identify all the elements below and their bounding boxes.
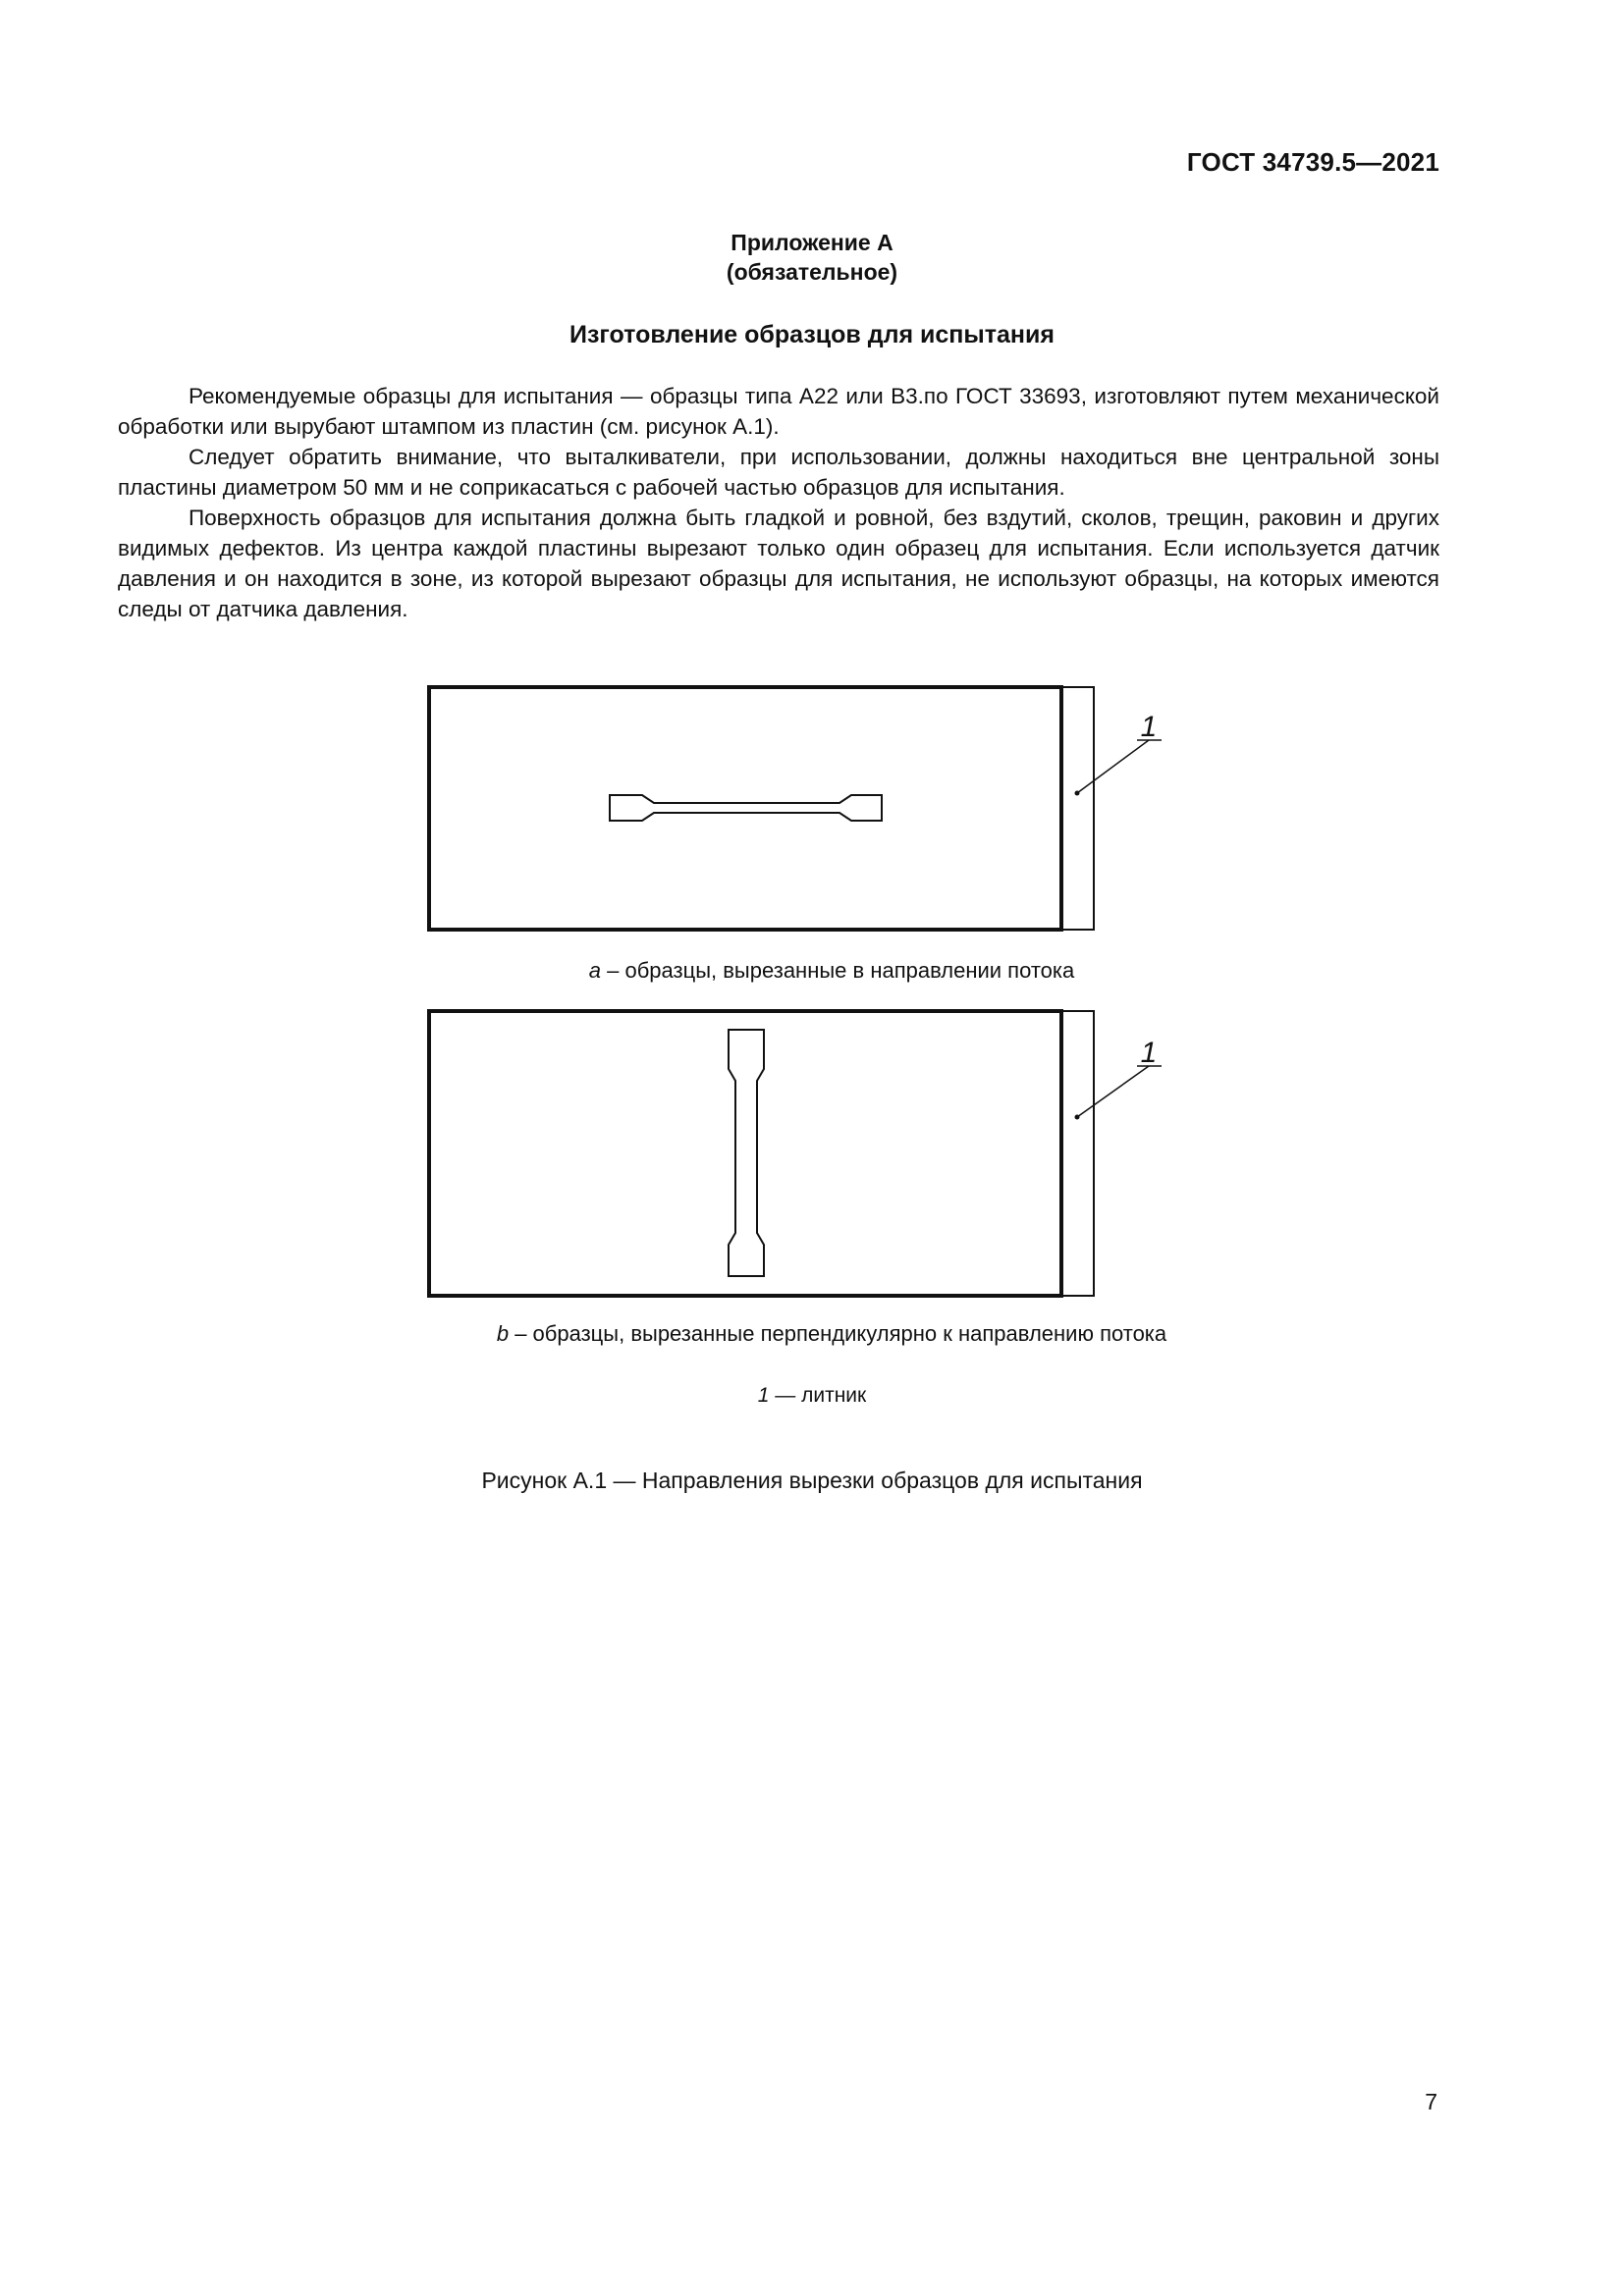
- leader-line-b: [1077, 1066, 1149, 1117]
- caption-a-text: – образцы, вырезанные в направлении потока: [601, 958, 1075, 983]
- paragraph: Следует обратить внимание, что выталкиватели, при использовании, должны находиться вне центральной зоны пластины диаметром 50 мм и не соприкасаться с рабочей частью образцов для испытания.: [118, 445, 1439, 500]
- key-text: — литник: [769, 1384, 867, 1407]
- paragraph: Рекомендуемые образцы для испытания — образцы типа А22 или В3.по ГОСТ 33693, изготовляют путем механической обработки или вырубают штампом из пластин (см. рисунок А.1).: [118, 384, 1439, 439]
- specimen-b: [729, 1030, 764, 1276]
- annex-status: (обязательное): [726, 259, 898, 285]
- caption-b-letter: b: [496, 1321, 510, 1346]
- leader-dot-b: [1075, 1115, 1080, 1120]
- caption-a-letter: a: [588, 958, 601, 983]
- annex-title: Приложение А: [731, 230, 893, 255]
- caption-b-text: – образцы, вырезанные перпендикулярно к направлению потока: [509, 1321, 1167, 1346]
- panel-a-drawing: [429, 687, 1162, 930]
- page-number: 7: [1425, 2089, 1437, 2114]
- section-title: Изготовление образцов для испытания: [569, 321, 1055, 348]
- callout-label-a: 1: [1140, 711, 1158, 743]
- leader-dot-a: [1075, 791, 1080, 796]
- paragraph: Поверхность образцов для испытания должна быть гладкой и ровной, без вздутий, сколов, трещин, раковин и других видимых дефектов. Из центра каждой пластины вырезают только один образец для испытания. Если используется датчик давления и он находится в зоне, из которой вырезают образцы для испытания, не используют образцы, на которых имеются следы от датчика давления.: [118, 506, 1439, 621]
- panel-b-drawing: [429, 1011, 1162, 1296]
- callout-label-b: 1: [1140, 1037, 1158, 1069]
- figure-title: Рисунок А.1 — Направления вырезки образцов для испытания: [481, 1468, 1143, 1493]
- caption-a: [39, 958, 1624, 984]
- figure-key: [0, 1384, 1624, 1408]
- specimen-a: [610, 795, 882, 821]
- document-code: ГОСТ 34739.5—2021: [1186, 147, 1439, 177]
- leader-line-a: [1077, 740, 1149, 793]
- gate-b: [1061, 1011, 1094, 1296]
- key-number: 1: [757, 1384, 770, 1407]
- caption-b: [39, 1321, 1624, 1347]
- plate-b: [429, 1011, 1061, 1296]
- plate-a: [429, 687, 1061, 930]
- gate-a: [1061, 687, 1094, 930]
